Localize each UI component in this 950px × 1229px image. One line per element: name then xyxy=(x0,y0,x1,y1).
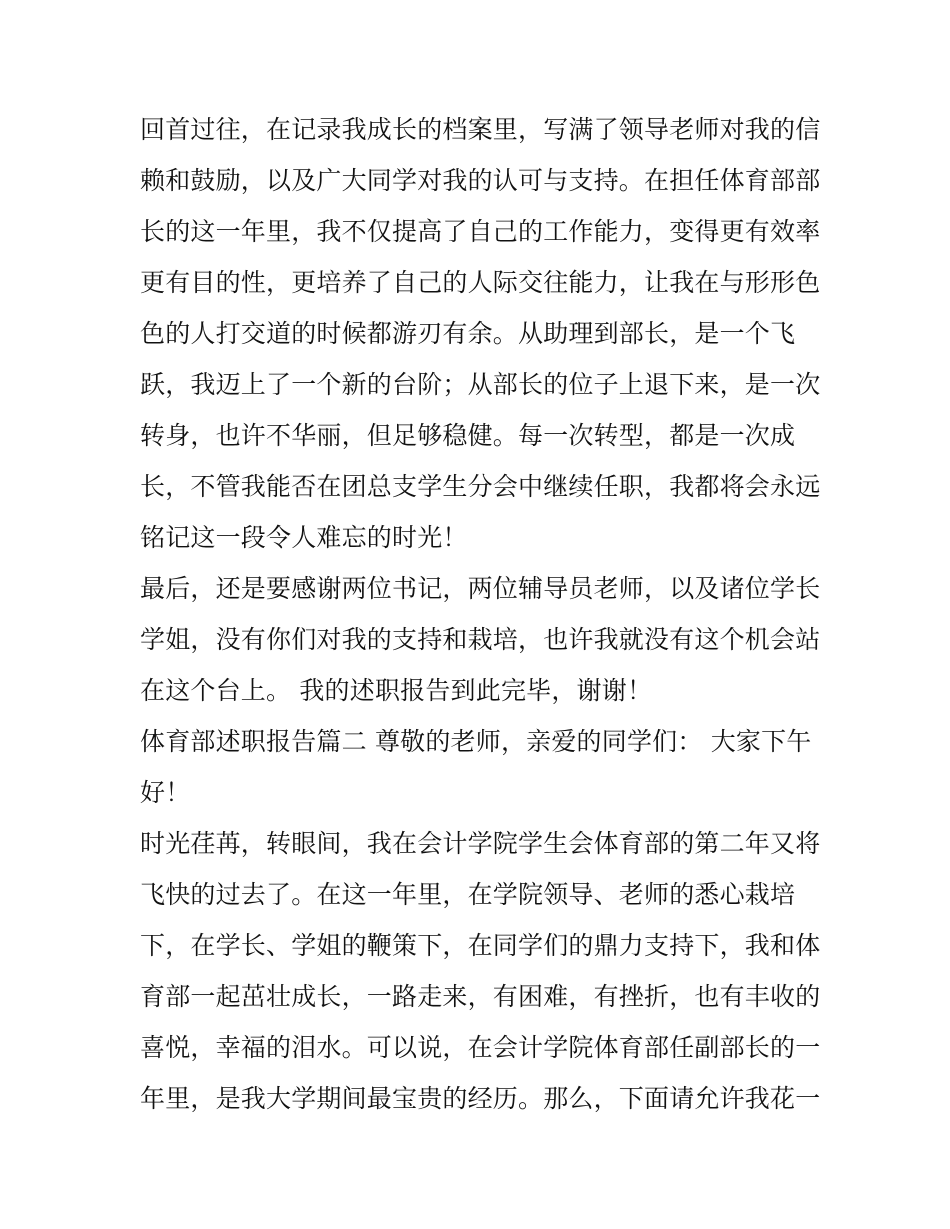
text-line: 喜悦，幸福的泪水。可以说，在会计学院体育部任副部长的一 xyxy=(140,1033,820,1062)
text-line: 跃，我迈上了一个新的台阶；从部长的位子上退下来，是一次 xyxy=(140,370,820,399)
text-line: 时光荏苒，转眼间，我在会计学院学生会体育部的第二年又将 xyxy=(140,829,820,858)
text-line: 长的这一年里，我不仅提高了自己的工作能力，变得更有效率 xyxy=(140,217,820,246)
text-line: 好！ xyxy=(140,778,191,807)
text-line: 更有目的性，更培养了自己的人际交往能力，让我在与形形色 xyxy=(140,268,820,297)
text-line: 铭记这一段令人难忘的时光！ xyxy=(140,523,468,552)
text-line: 育部一起茁壮成长，一路走来，有困难，有挫折，也有丰收的 xyxy=(140,982,820,1011)
text-line: 体育部述职报告篇二 尊敬的老师，亲爱的同学们： 大家下午 xyxy=(140,727,812,756)
document-body xyxy=(140,104,820,1124)
text-line: 转身，也许不华丽，但足够稳健。每一次转型，都是一次成 xyxy=(140,421,796,450)
text-line: 回首过往，在记录我成长的档案里，写满了领导老师对我的信 xyxy=(140,115,820,144)
text-line: 年里，是我大学期间最宝贵的经历。那么，下面请允许我花一 xyxy=(140,1084,820,1113)
text-line: 赖和鼓励，以及广大同学对我的认可与支持。在担任体育部部 xyxy=(140,166,820,195)
text-line: 长，不管我能否在团总支学生分会中继续任职，我都将会永远 xyxy=(140,472,820,501)
text-line: 最后，还是要感谢两位书记，两位辅导员老师，以及诸位学长 xyxy=(140,574,820,603)
text-line: 下，在学长、学姐的鞭策下，在同学们的鼎力支持下，我和体 xyxy=(140,931,820,960)
text-line: 飞快的过去了。在这一年里，在学院领导、老师的悉心栽培 xyxy=(140,880,796,909)
text-line: 在这个台上。 我的述职报告到此完毕，谢谢！ xyxy=(140,676,653,705)
text-line: 色的人打交道的时候都游刃有余。从助理到部长，是一个飞 xyxy=(140,319,796,348)
text-line: 学姐，没有你们对我的支持和栽培，也许我就没有这个机会站 xyxy=(140,625,820,654)
